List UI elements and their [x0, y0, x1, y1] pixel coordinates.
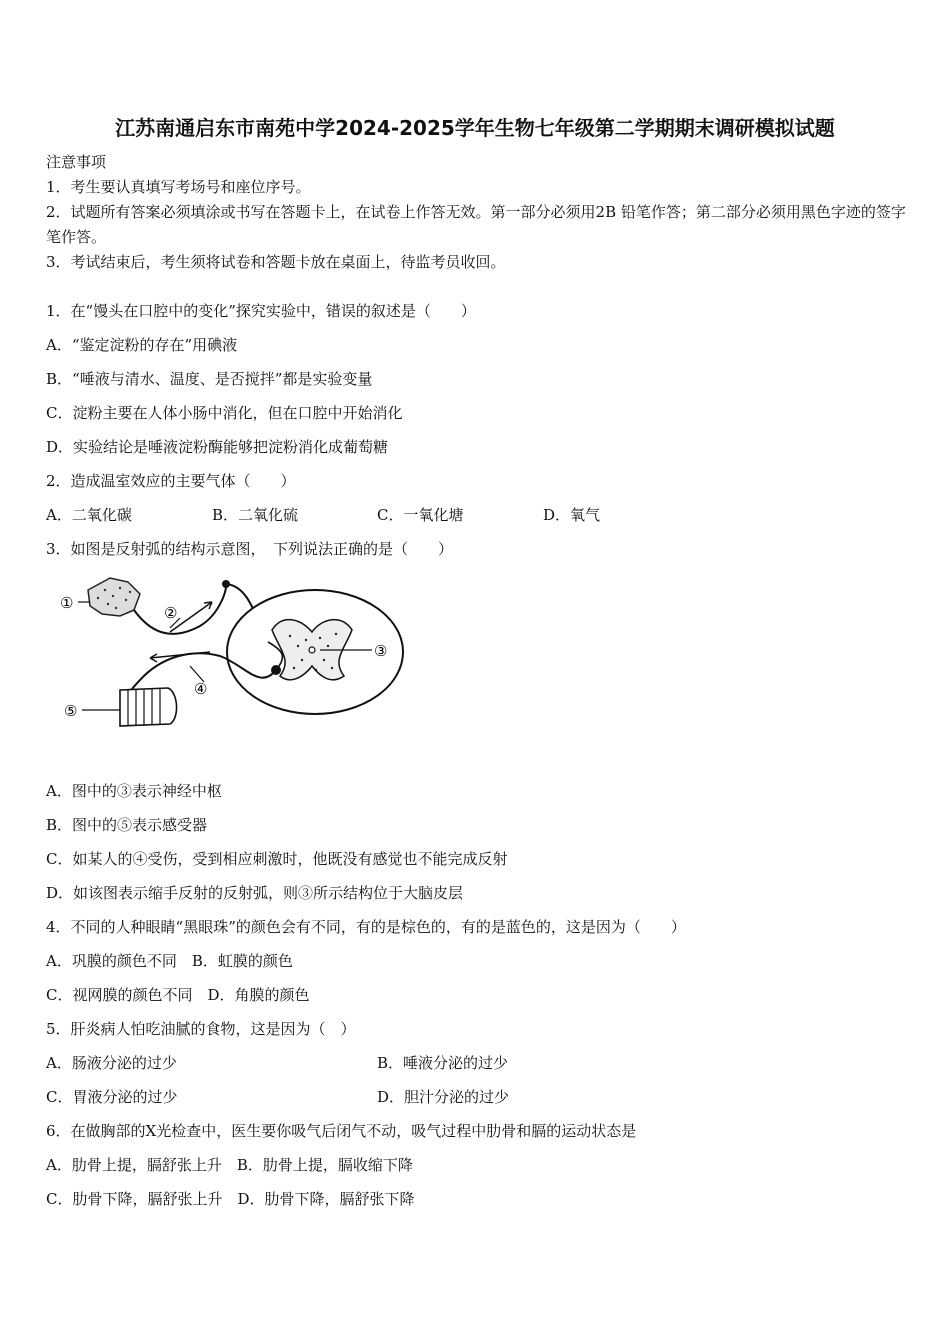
question-1-stem: 1．在“馒头在口腔中的变化”探究实验中，错误的叙述是（ ） [46, 302, 476, 320]
reflex-arc-diagram [50, 570, 410, 740]
receptor-skin-shape [88, 578, 140, 616]
q1-option-a: A．“鉴定淀粉的存在”用碘液 [46, 336, 238, 354]
q3-option-a: A．图中的③表示神经中枢 [46, 782, 222, 800]
q1-option-d: D．实验结论是唾液淀粉酶能够把淀粉消化成葡萄糖 [46, 438, 389, 456]
q3-option-d: D．如该图表示缩手反射的反射弧，则③所示结构位于大脑皮层 [46, 884, 464, 902]
q4-options-cd: C．视网膜的颜色不同 D．角膜的颜色 [46, 986, 310, 1004]
question-2-stem: 2．造成温室效应的主要气体（ ） [46, 472, 296, 490]
q2-option-c: C．一氧化塘 [377, 506, 464, 524]
effector-muscle-shape [120, 688, 177, 726]
q3-option-b: B．图中的⑤表示感受器 [46, 816, 208, 834]
q3-option-c: C．如某人的④受伤，受到相应刺激时，他既没有感觉也不能完成反射 [46, 850, 508, 868]
q6-options-cd: C．肋骨下降，膈舒张上升 D．肋骨下降，膈舒张下降 [46, 1190, 415, 1208]
q5-option-d: D．胆汁分泌的过少 [377, 1088, 510, 1106]
q4-options-ab: A．巩膜的颜色不同 B．虹膜的颜色 [46, 952, 293, 970]
figure-label-2: ② [164, 604, 178, 622]
question-4-stem: 4．不同的人种眼睛“黑眼珠”的颜色会有不同，有的是棕色的，有的是蓝色的，这是因为（ ） [46, 918, 686, 936]
q1-option-c: C．淀粉主要在人体小肠中消化，但在口腔中开始消化 [46, 404, 403, 422]
question-5-stem: 5．肝炎病人怕吃油腻的食物，这是因为（ ） [46, 1020, 356, 1038]
question-3-stem: 3．如图是反射弧的结构示意图， 下列说法正确的是（ ） [46, 540, 454, 558]
q5-option-b: B．唾液分泌的过少 [377, 1054, 509, 1072]
q6-options-ab: A．肋骨上提，膈舒张上升 B．肋骨上提，膈收缩下降 [46, 1156, 413, 1174]
figure-label-1: ① [60, 594, 74, 612]
notice-item: 1．考生要认真填写考场号和座位序号。 [46, 178, 311, 196]
question-6-stem: 6．在做胸部的X光检查中，医生要你吸气后闭气不动，吸气过程中肋骨和膈的运动状态是 [46, 1122, 637, 1140]
q2-option-a: A．二氧化碳 [46, 506, 132, 524]
notice-heading: 注意事项 [46, 153, 107, 171]
q5-option-c: C．胃液分泌的过少 [46, 1088, 178, 1106]
figure-label-3: ③ [374, 642, 388, 660]
figure-label-5: ⑤ [64, 702, 78, 720]
q1-option-b: B．“唾液与清水、温度、是否搅拌”都是实验变量 [46, 370, 373, 388]
q2-option-b: B．二氧化硫 [212, 506, 299, 524]
notice-section [46, 150, 916, 275]
figure-label-4: ④ [194, 680, 208, 698]
notice-item: 3．考试结束后，考生须将试卷和答题卡放在桌面上，待监考员收回。 [46, 253, 506, 271]
q5-option-a: A．肠液分泌的过少 [46, 1054, 177, 1072]
notice-item: 2．试题所有答案必须填涂或书写在答题卡上，在试卷上作答无效。第一部分必须用2B 铅笔作答；第二部分必须用黑色字迹的签字笔作答。 [46, 203, 906, 246]
exam-title: 江苏南通启东市南苑中学2024-2025学年生物七年级第二学期期末调研模拟试题 [115, 116, 835, 140]
q2-option-d: D．氧气 [543, 506, 601, 524]
